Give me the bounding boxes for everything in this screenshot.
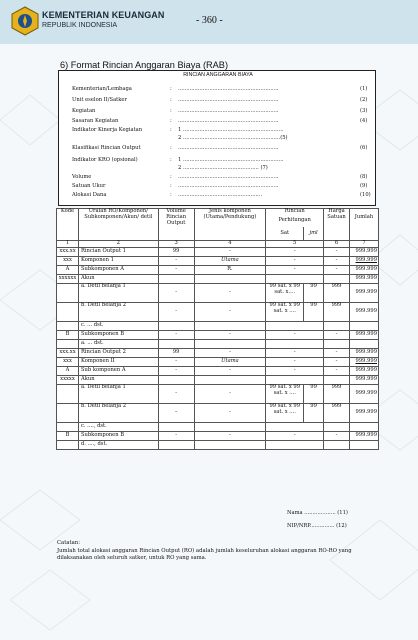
form-field-colon: : bbox=[170, 97, 172, 103]
table-cell: Subkomponen B bbox=[78, 432, 158, 441]
table-cell: 999 bbox=[324, 404, 350, 423]
table-cell: 99 bbox=[304, 404, 324, 423]
table-cell: - bbox=[324, 257, 350, 266]
form-heading: RINCIAN ANGGARAN BIAYA bbox=[183, 72, 253, 78]
table-cell: - bbox=[324, 248, 350, 257]
table-cell bbox=[324, 441, 350, 450]
table-column-numbers bbox=[57, 241, 379, 248]
table-cell: Satuan bbox=[324, 215, 350, 241]
table-cell: 999.999 bbox=[350, 257, 379, 266]
table-cell bbox=[57, 340, 79, 349]
table-cell: Rincian Output bbox=[158, 215, 194, 241]
table-cell: 99 bbox=[304, 385, 324, 404]
form-field-number: (10) bbox=[360, 192, 371, 198]
ministry-name: KEMENTERIAN KEUANGAN bbox=[42, 10, 165, 20]
table-cell bbox=[57, 284, 79, 303]
form-field-label: Sasaran Kegiatan bbox=[72, 118, 119, 124]
table-cell: Rincian Output 1 bbox=[78, 248, 158, 257]
form-field-colon: : bbox=[170, 108, 172, 114]
table-row bbox=[57, 322, 379, 331]
table-cell bbox=[350, 423, 379, 432]
form-field-label: Volume bbox=[72, 174, 92, 180]
table-cell: 99 sat. x 99 sat. x.... bbox=[266, 284, 304, 303]
table-cell: 2 bbox=[78, 241, 158, 248]
table-cell: - bbox=[266, 358, 324, 367]
table-cell bbox=[57, 423, 79, 432]
table-cell: - bbox=[266, 367, 324, 376]
table-cell: 999.999 bbox=[350, 266, 379, 275]
form-field-line: ............................................................. bbox=[178, 118, 279, 124]
form-field-label: Kegiatan bbox=[72, 108, 96, 114]
table-cell bbox=[158, 322, 194, 331]
table-cell bbox=[350, 322, 379, 331]
table-cell: – bbox=[158, 404, 194, 423]
table-cell: - bbox=[158, 284, 194, 303]
table-cell: c. ... dst. bbox=[78, 322, 158, 331]
table-cell bbox=[57, 441, 79, 450]
table-cell: - bbox=[324, 349, 350, 358]
table-cell bbox=[266, 340, 324, 349]
table-cell: 5 bbox=[266, 241, 324, 248]
table-cell: Komponen II bbox=[78, 358, 158, 367]
table-cell: Jenis komponen bbox=[194, 209, 266, 215]
table-cell: - bbox=[158, 358, 194, 367]
table-cell: 999.999 bbox=[350, 385, 379, 404]
table-row bbox=[57, 432, 379, 441]
table-cell: 99 sat. x 99 sat. x .... bbox=[266, 303, 304, 322]
table-cell bbox=[266, 423, 324, 432]
table-cell: Subkomponen A bbox=[78, 266, 158, 275]
table-cell: xxxxx bbox=[57, 376, 79, 385]
table-cell: A bbox=[57, 266, 79, 275]
signature-name: Nama ................... (11) bbox=[287, 510, 348, 516]
form-field-label: Kementerian/Lembaga bbox=[72, 86, 132, 92]
table-cell: a. Detil belanja 1 bbox=[78, 385, 158, 404]
table-cell: 3 bbox=[158, 241, 194, 248]
table-cell: Subkomponen/Akun/ detil bbox=[78, 215, 158, 241]
table-row bbox=[57, 257, 379, 266]
table-cell: b. Detil belanja 2 bbox=[78, 303, 158, 322]
table-cell: B bbox=[57, 432, 79, 441]
table-cell bbox=[57, 303, 79, 322]
table-cell bbox=[158, 376, 194, 385]
table-cell: A bbox=[57, 367, 79, 376]
page-number: - 360 - bbox=[196, 15, 223, 26]
table-row bbox=[57, 404, 379, 423]
table-cell: - bbox=[194, 349, 266, 358]
table-cell: - bbox=[194, 284, 266, 303]
table-cell: Sat bbox=[266, 227, 304, 241]
form-field-line: ............................................................. bbox=[178, 145, 279, 151]
ministry-logo-icon bbox=[10, 6, 40, 36]
table-cell: - bbox=[324, 358, 350, 367]
table-cell: d. ...., dst. bbox=[78, 441, 158, 450]
table-cell: 6 bbox=[324, 241, 350, 248]
form-field-label: Indikator KRO (opsional) bbox=[72, 157, 138, 163]
table-cell: 99 sat. x 99 sat. x .... bbox=[266, 404, 304, 423]
table-cell: 99 bbox=[158, 349, 194, 358]
table-cell: - bbox=[158, 385, 194, 404]
form-field-line: 2 .............................................. (7) bbox=[178, 165, 268, 171]
form-field-number: (6) bbox=[360, 145, 368, 151]
form-field-line: ............................................................. bbox=[178, 86, 279, 92]
table-cell: xxx bbox=[57, 257, 79, 266]
form-field-colon: : bbox=[170, 174, 172, 180]
table-cell: 999 bbox=[324, 303, 350, 322]
table-cell: Subkomponen B bbox=[78, 331, 158, 340]
table-cell: - bbox=[158, 266, 194, 275]
table-row bbox=[57, 248, 379, 257]
table-cell bbox=[324, 423, 350, 432]
table-cell bbox=[324, 322, 350, 331]
table-cell: 1 bbox=[57, 241, 79, 248]
table-cell: xxxxxx bbox=[57, 275, 79, 284]
table-cell: 999.999 bbox=[350, 358, 379, 367]
table-cell: 4 bbox=[194, 241, 266, 248]
table-cell: Uraian RO/Komponen/ bbox=[78, 209, 158, 215]
table-cell bbox=[350, 340, 379, 349]
table-cell: 99 sat. x 99 sat. x .... bbox=[266, 385, 304, 404]
table-cell: 999.999 bbox=[350, 349, 379, 358]
table-cell: - bbox=[158, 432, 194, 441]
form-field-line: ............................................................. bbox=[178, 108, 279, 114]
table-cell: Akun bbox=[78, 376, 158, 385]
table-cell: - bbox=[266, 349, 324, 358]
form-field-line: 1 ............................................................. bbox=[178, 127, 284, 133]
table-cell: Utama bbox=[194, 257, 266, 266]
form-field-label: Unit eselon II/Satker bbox=[72, 97, 127, 103]
table-row bbox=[57, 358, 379, 367]
table-cell: - bbox=[266, 257, 324, 266]
form-field-number: (3) bbox=[360, 108, 368, 114]
table-row bbox=[57, 303, 379, 322]
table-cell: a. ... dst. bbox=[78, 340, 158, 349]
table-cell bbox=[324, 340, 350, 349]
table-header-row bbox=[57, 215, 379, 227]
table-cell: xxx.xx bbox=[57, 349, 79, 358]
table-cell: 999 bbox=[324, 385, 350, 404]
table-cell: - bbox=[266, 266, 324, 275]
table-cell: - bbox=[266, 248, 324, 257]
section-title: 6) Format Rincian Anggaran Biaya (RAB) bbox=[60, 60, 228, 70]
table-cell: - bbox=[266, 331, 324, 340]
form-field-number: (4) bbox=[360, 118, 368, 124]
table-cell: Akun bbox=[78, 275, 158, 284]
form-field-colon: : bbox=[170, 118, 172, 124]
table-cell: 999.999 bbox=[350, 275, 379, 284]
table-cell: - bbox=[266, 432, 324, 441]
table-cell: - bbox=[324, 432, 350, 441]
table-row bbox=[57, 385, 379, 404]
table-cell: Rincian bbox=[266, 209, 324, 215]
table-row bbox=[57, 441, 379, 450]
table-cell: 999 bbox=[324, 284, 350, 303]
table-cell: b. Detil belanja 2 bbox=[78, 404, 158, 423]
table-cell bbox=[194, 376, 266, 385]
table-cell bbox=[158, 423, 194, 432]
rab-table bbox=[56, 208, 379, 450]
table-cell: c. ...., dst. bbox=[78, 423, 158, 432]
table-cell: Utama bbox=[194, 358, 266, 367]
table-cell bbox=[266, 441, 324, 450]
table-cell: 999.999 bbox=[350, 376, 379, 385]
table-row bbox=[57, 340, 379, 349]
table-cell: a. Detil belanja 1 bbox=[78, 284, 158, 303]
form-field-colon: : bbox=[170, 192, 172, 198]
table-cell: - bbox=[194, 303, 266, 322]
table-cell: Jumlah bbox=[350, 215, 379, 241]
table-cell: - bbox=[194, 331, 266, 340]
form-field-line: ................................................... bbox=[178, 192, 263, 198]
table-cell: 999.999 bbox=[350, 284, 379, 303]
table-cell: Sub komponen A bbox=[78, 367, 158, 376]
form-field-colon: : bbox=[170, 86, 172, 92]
table-cell: Harga bbox=[324, 209, 350, 215]
table-row bbox=[57, 266, 379, 275]
table-cell: 999.999 bbox=[350, 331, 379, 340]
table-cell: 999.999 bbox=[350, 432, 379, 441]
table-cell bbox=[194, 275, 266, 284]
table-cell bbox=[194, 423, 266, 432]
table-cell: - bbox=[194, 404, 266, 423]
republic-name: REPUBLIK INDONESIA bbox=[42, 22, 118, 29]
table-cell: - bbox=[194, 385, 266, 404]
form-field-number: (2) bbox=[360, 97, 368, 103]
note-label: Catatan: bbox=[57, 540, 80, 546]
table-cell: 99 bbox=[158, 248, 194, 257]
form-field-number: (1) bbox=[360, 86, 368, 92]
table-cell: - bbox=[194, 248, 266, 257]
form-field-number: (9) bbox=[360, 183, 368, 189]
table-cell: 99 bbox=[304, 284, 324, 303]
form-field-colon: : bbox=[170, 145, 172, 151]
table-cell bbox=[194, 441, 266, 450]
table-cell: jml bbox=[304, 227, 324, 241]
form-field-line: ............................................................. bbox=[178, 97, 279, 103]
table-cell: 99 bbox=[304, 303, 324, 322]
table-cell: - bbox=[158, 331, 194, 340]
table-cell: Perhitungan bbox=[266, 215, 324, 227]
form-field-line: 1 ............................................................. bbox=[178, 157, 284, 163]
table-cell: - bbox=[194, 367, 266, 376]
table-row bbox=[57, 423, 379, 432]
table-cell: Kode bbox=[57, 209, 79, 241]
table-cell: - bbox=[194, 432, 266, 441]
form-field-line: ............................................................. bbox=[178, 183, 279, 189]
table-cell: 7 bbox=[350, 241, 379, 248]
table-cell: - bbox=[158, 367, 194, 376]
table-cell bbox=[266, 322, 324, 331]
table-cell bbox=[57, 322, 79, 331]
table-row bbox=[57, 349, 379, 358]
table-cell: - bbox=[324, 266, 350, 275]
table-cell bbox=[158, 340, 194, 349]
form-field-line: 2 ...........................................................(5) bbox=[178, 135, 288, 141]
form-field-label: Indikator Kinerja Kegiatan bbox=[72, 127, 143, 133]
form-field-colon: : bbox=[170, 157, 172, 163]
table-row bbox=[57, 284, 379, 303]
table-cell bbox=[194, 322, 266, 331]
table-cell bbox=[158, 275, 194, 284]
table-cell: Volume bbox=[158, 209, 194, 215]
table-cell: 999.999 bbox=[350, 303, 379, 322]
table-cell: Komponen 1 bbox=[78, 257, 158, 266]
table-cell: - bbox=[158, 257, 194, 266]
form-field-label: Alokasi Dana bbox=[72, 192, 107, 198]
table-cell: 999.999 bbox=[350, 404, 379, 423]
table-cell bbox=[57, 404, 79, 423]
table-cell: 999.999 bbox=[350, 248, 379, 257]
table-cell: 999.999 bbox=[350, 367, 379, 376]
table-cell bbox=[57, 385, 79, 404]
signature-nip: NIP/NRP............... (12) bbox=[287, 523, 347, 529]
note-text: Jumlah total alokasi anggaran Rincian Output (RO) adalah jumlah keseluruhan alokasi anggaran RO-RO yang dilaksanakan oleh seluruh satker, untuk RO yang sama. bbox=[57, 548, 352, 561]
table-cell: B bbox=[57, 331, 79, 340]
table-cell bbox=[350, 441, 379, 450]
table-cell: xxx bbox=[57, 358, 79, 367]
table-cell bbox=[158, 441, 194, 450]
table-row bbox=[57, 367, 379, 376]
form-field-colon: : bbox=[170, 127, 172, 133]
form-field-number: (8) bbox=[360, 174, 368, 180]
table-cell: - bbox=[324, 331, 350, 340]
form-field-colon: : bbox=[170, 183, 172, 189]
table-cell: xxx.xx bbox=[57, 248, 79, 257]
table-cell: R. bbox=[194, 266, 266, 275]
table-cell: Rincian Output 2 bbox=[78, 349, 158, 358]
table-cell bbox=[194, 340, 266, 349]
table-row bbox=[57, 331, 379, 340]
table-cell: - bbox=[158, 303, 194, 322]
table-cell: - bbox=[324, 367, 350, 376]
table-cell: (Utama/Pendukung) bbox=[194, 215, 266, 241]
form-field-label: Klasifikasi Rincian Output bbox=[72, 145, 141, 151]
form-field-line: ............................................................. bbox=[178, 174, 279, 180]
form-field-label: Satuan Ukur bbox=[72, 183, 106, 189]
